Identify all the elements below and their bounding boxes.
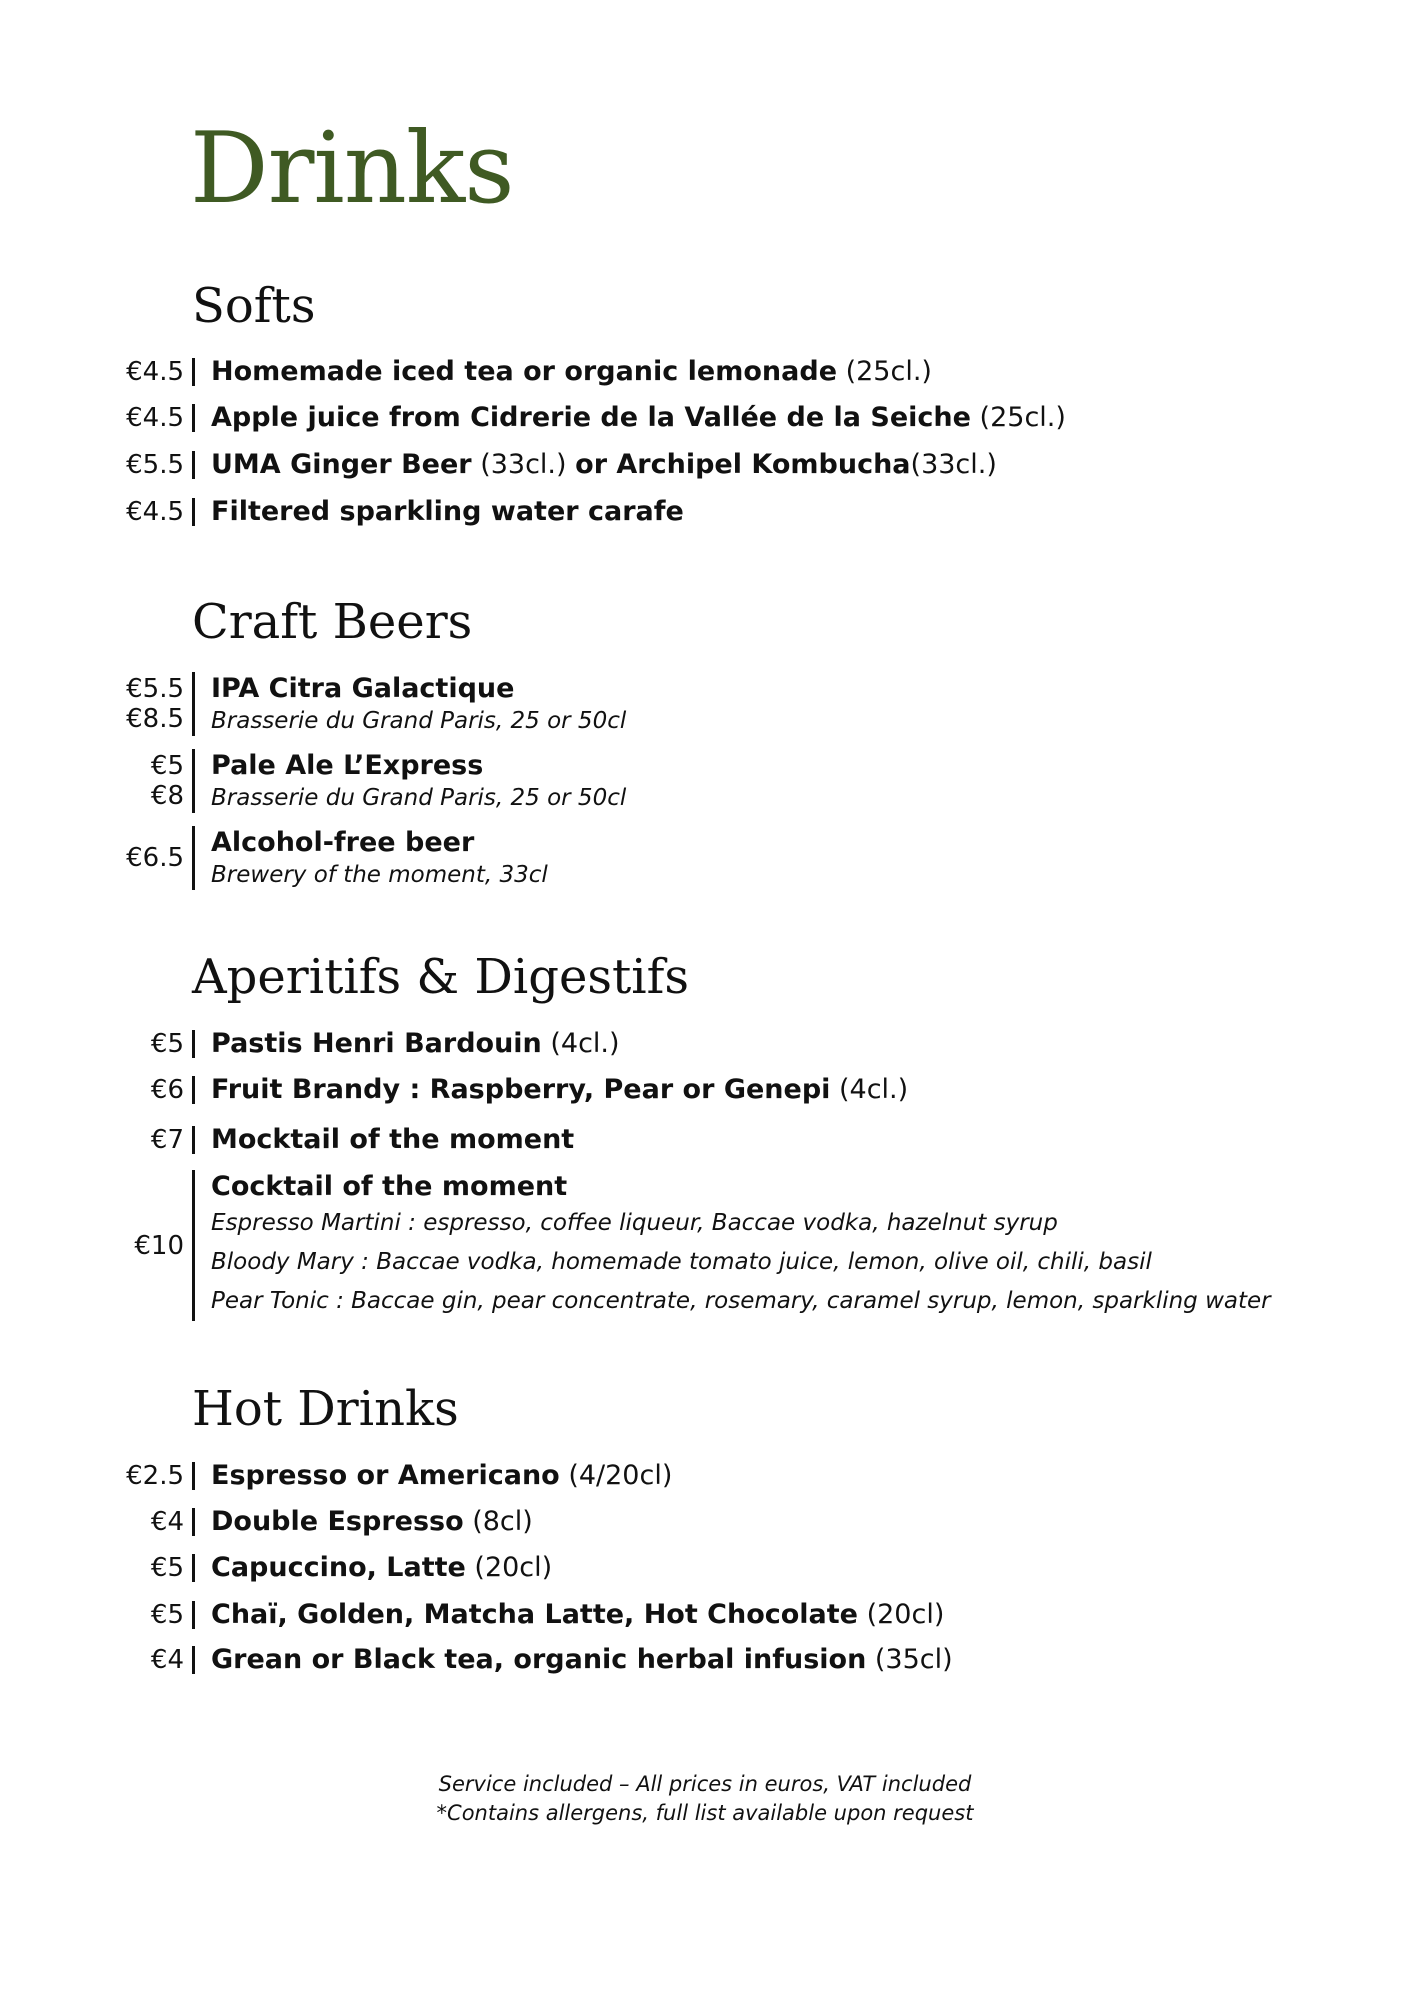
section-heading-hot-drinks: Hot Drinks [192,1381,459,1437]
section-heading-softs: Softs [192,278,316,334]
item-size: (25cl.) [837,356,932,387]
divider [192,1508,195,1536]
divider [192,1170,195,1321]
item-prices [100,751,184,811]
menu-item [100,1643,953,1677]
item-name: UMA Ginger Beer [211,449,472,480]
item-size: (8cl) [463,1506,533,1537]
item-name: Double Espresso [211,1506,464,1537]
menu-item [100,1073,908,1107]
page-title: Drinks [190,112,514,226]
item-price: €4 [150,1507,184,1537]
item-text [211,1123,574,1157]
item-price: €5 [150,1553,184,1583]
item-name: IPA Citra Galactique [211,673,515,704]
item-text [211,495,684,529]
item-text [211,826,548,890]
item-text [211,1073,908,1107]
item-text [211,401,1066,435]
item-name: Mocktail of the moment [211,1124,575,1155]
menu-item [100,1027,620,1061]
divider [192,1601,195,1629]
item-name: Espresso or Americano [211,1460,560,1491]
menu-item-cocktail [100,1170,1271,1321]
divider [192,404,195,432]
item-price: €6.5 [126,843,184,873]
item-price: €4.5 [126,357,184,387]
item-text [211,1170,1271,1321]
item-name: Fruit Brandy : Raspberry, Pear or Genepi [211,1074,831,1105]
item-text [211,1459,672,1493]
item-size: (33cl.) [471,449,576,480]
menu-item [100,749,626,813]
item-description: Brewery of the moment, 33cl [211,862,548,888]
item-text [211,749,626,813]
divider [192,1030,195,1058]
item-size: (4cl.) [830,1074,909,1105]
item-price: €5 [150,1600,184,1630]
cocktail-recipe: Bloody Mary : Baccae vodka, homemade tomato juice, lemon, olive oil, chili, basil [211,1249,1152,1275]
divider [192,1076,195,1104]
footer-line-allergens: *Contains allergens, full list available upon request [436,1801,974,1825]
item-size: (35cl) [866,1644,953,1675]
menu-item [100,401,1066,435]
menu-item [100,826,548,890]
item-size: (20cl) [858,1599,945,1630]
item-price-small: €5.5 [126,674,184,704]
item-name: Apple juice from Cidrerie de la Vallée de la Seiche [211,402,971,433]
menu-item [100,1598,944,1632]
item-name: Capuccino, Latte [211,1552,466,1583]
item-name: Pale Ale L’Express [211,750,484,781]
menu-item [100,355,932,389]
divider [192,672,195,736]
item-text [211,672,626,736]
item-text [211,448,997,482]
item-size-alt: (33cl.) [910,449,997,480]
divider [192,451,195,479]
menu-item [100,448,997,482]
menu-item [100,1123,574,1157]
item-price: €2.5 [126,1461,184,1491]
item-text [211,1551,552,1585]
item-text [211,1598,944,1632]
item-price: €6 [150,1075,184,1105]
item-price: €10 [134,1230,184,1261]
item-description: Brasserie du Grand Paris, 25 or 50cl [211,708,627,734]
item-name: Pastis Henri Bardouin [211,1028,542,1059]
divider [192,1462,195,1490]
item-name: Alcohol-free beer [211,827,475,858]
menu-item [100,1459,672,1493]
item-size: (4/20cl) [559,1460,673,1491]
item-text [211,1027,620,1061]
item-price: €4.5 [126,403,184,433]
menu-item [100,495,684,529]
menu-item [100,1505,533,1539]
item-name: Grean or Black tea, organic herbal infusion [211,1644,867,1675]
item-price-small: €5 [150,751,184,781]
divider [192,1646,195,1674]
divider [192,826,195,890]
item-price-large: €8.5 [126,704,184,734]
item-price: €4.5 [126,497,184,527]
item-text [211,355,932,389]
divider [192,358,195,386]
item-name: Homemade iced tea or organic lemonade [211,356,838,387]
footer-line-service: Service included – All prices in euros, VAT included [438,1772,972,1796]
item-size: (20cl) [465,1552,553,1583]
menu-item [100,672,626,736]
menu-item [100,1551,552,1585]
item-prices [100,843,184,873]
item-name: Chaï, Golden, Matcha Latte, Hot Chocolate [211,1599,858,1630]
item-size: (4cl.) [541,1028,620,1059]
item-price: €5.5 [126,450,184,480]
section-heading-aperitifs: Aperitifs & Digestifs [192,949,690,1005]
item-prices [100,674,184,734]
divider [192,1554,195,1582]
item-price: €7 [150,1125,184,1155]
item-name: Cocktail of the moment [211,1171,568,1202]
section-heading-craft-beers: Craft Beers [192,594,473,650]
item-price: €5 [150,1029,184,1059]
item-text [211,1643,953,1677]
item-name: Filtered sparkling water carafe [211,496,684,527]
item-price: €4 [150,1645,184,1675]
item-name-alt: or Archipel Kombucha [575,449,911,480]
divider [192,498,195,526]
footer-note [0,1770,1410,1828]
cocktail-recipe: Espresso Martini : espresso, coffee liqueur, Baccae vodka, hazelnut syrup [211,1210,1058,1236]
cocktail-recipe: Pear Tonic : Baccae gin, pear concentrate, rosemary, caramel syrup, lemon, sparkling water [211,1288,1271,1314]
item-text [211,1505,533,1539]
divider [192,1126,195,1154]
divider [192,749,195,813]
item-size: (25cl.) [970,402,1066,433]
item-description: Brasserie du Grand Paris, 25 or 50cl [211,785,627,811]
item-price-large: €8 [150,781,184,811]
